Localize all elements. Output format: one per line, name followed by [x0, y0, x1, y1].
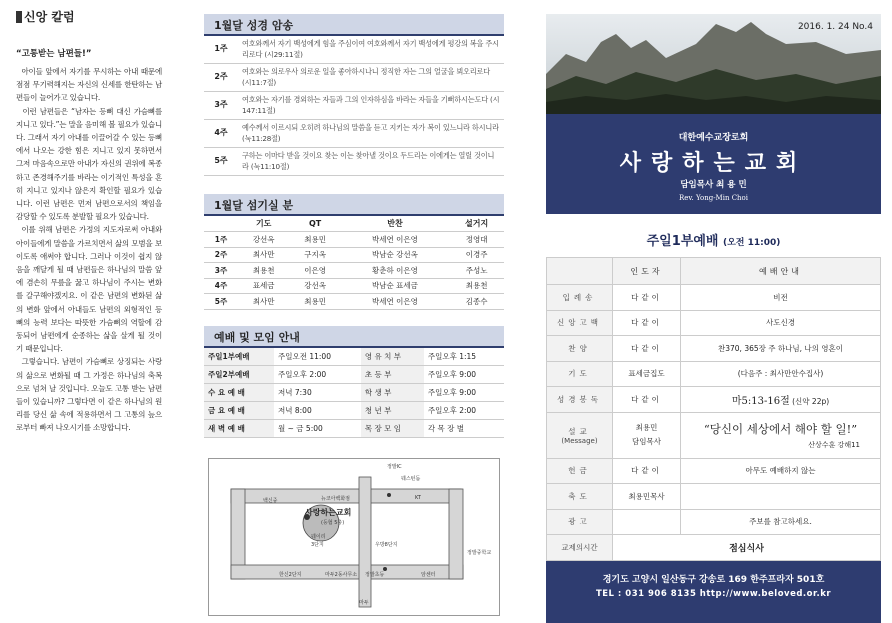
map-label: 마두2동사무소	[325, 572, 358, 578]
week-cell: 2주	[204, 247, 238, 263]
table-row	[204, 402, 504, 420]
order-content	[681, 484, 881, 510]
map-label: 뉴코아백화점	[321, 496, 350, 502]
column-header: 설거지	[449, 216, 504, 232]
table-row	[204, 247, 504, 263]
table-cell: 황춘하 이은영	[341, 263, 449, 279]
pastor-name: 담임목사 최 용 민	[680, 180, 747, 190]
table-row	[204, 92, 504, 120]
order-content: 주보를 참고하세요.	[681, 509, 881, 535]
table-row	[204, 366, 504, 384]
essay-paragraph: 이런 남편들은 “남자는 등뼈 대신 가슴뼈를 지니고 있다.”는 말을 음미해 볼 필요가 있습니다. 그래서 자기 아내를 이끌어갈 수 있는 등뼈에서 나오는 강한 힘은 지니고 있지 못하면서 그저 마음속으로만 아내가 자신의 권위에 복종하고 존경해주기를 바라는 이기적인 특성을 흔히 지니고 있지나 않은지 확인할 필요가 있습니다. 이런 남편은 먼저 남편으로서의 책임을 감당할 수 있도록 분발할 필요가 있습니다.	[16, 106, 165, 222]
table-row	[547, 361, 881, 387]
map-label: 우방8단지	[375, 542, 398, 548]
table-cell: 주일2부예배	[204, 366, 274, 384]
order-content: 사도신경	[681, 310, 881, 336]
table-row	[547, 484, 881, 510]
table-row	[204, 294, 504, 310]
order-content: 점심식사	[613, 535, 881, 561]
table-cell: 주일오후 9:00	[424, 384, 504, 402]
table-cell: 초 등 부	[361, 366, 424, 384]
sermon-title: “당신이 세상에서 해야 할 일!”	[703, 421, 858, 436]
table-cell: 최용천	[449, 278, 504, 294]
table-cell: 주일오후 2:00	[424, 402, 504, 420]
table-row	[204, 384, 504, 402]
table-cell: 박세연 이은영	[341, 232, 449, 248]
order-label: 입례송	[547, 285, 613, 311]
order-content: 마5:13-16절 (신약 22p)	[681, 387, 881, 413]
essay-paragraph: 그렇습니다. 남편이 가슴뼈로 상징되는 사랑의 삶으로 변화될 때 그 가정은 하나님의 축복으로 넘쳐 날 것입니다. 오늘도 고통 받는 남편들이 있습니까? 그렇다면 이 같은 하나님의 원리를 당신 삶 속에 적용하면서 그 고통의 늪으로부터 빠져 나오시기를 소망합니다.	[16, 357, 162, 433]
order-label: 신앙고백	[547, 310, 613, 336]
table-row	[547, 535, 881, 561]
table-cell: 청 년 부	[361, 402, 424, 420]
order-label: 광고	[547, 509, 613, 535]
order-leader: 다같이	[613, 285, 681, 311]
order-label: 기도	[547, 361, 613, 387]
order-content: (다음주 : 최사만안수집사)	[681, 361, 881, 387]
order-leader: 다같이	[613, 458, 681, 484]
column-header: 예배안내	[681, 258, 881, 285]
map-label: 마두	[359, 600, 369, 606]
column-heading: 신앙 칼럼	[16, 8, 162, 25]
table-cell: 주일오후 1:15	[424, 348, 504, 366]
table-row	[547, 285, 881, 311]
table-row	[204, 348, 504, 366]
table-cell: 목 장 모 임	[361, 420, 424, 438]
table-row	[547, 458, 881, 484]
location-map	[208, 458, 500, 616]
table-cell: 김종수	[449, 294, 504, 310]
essay-paragraph: 이를 위해 남편은 가정의 지도자로써 아내와 아이들에게 말씀을 가르치면서 삶의 모범을 보이도록 애써야 합니다. 그러나 이것이 쉽지 않음을 깨달게 될 때 남편들은 하나님의 말씀 앞에 겸손히 무릎을 꿇고 하나님이 주시는 변화를 갈구해야겠지요. 이 같은 남편의 변화된 삶의 변화 앞에서 아내들도 남편의 외형적인 등뼈의 능력 보다는 따뜻한 가슴뼈의 역할에 감동되어 남편에게 순종하는 삶을 살게 될 것이기 때문입니다.	[16, 225, 165, 354]
table-header-row	[547, 258, 881, 285]
table-row	[547, 412, 881, 458]
denomination: 대한예수교장로회	[678, 133, 749, 143]
memory-verse-title: 1월달 성경 암송	[204, 14, 504, 36]
table-row	[204, 420, 504, 438]
table-cell: 학 생 부	[361, 384, 424, 402]
table-cell: 박남순 표세금	[341, 278, 449, 294]
map-label: 정발IC	[387, 464, 402, 470]
column-header: QT	[289, 216, 340, 232]
week-cell: 4주	[204, 120, 238, 148]
table-cell: 최용민	[289, 232, 340, 248]
table-cell: 각 목 장 별	[424, 420, 504, 438]
table-row	[204, 36, 504, 64]
verse-cell: 예수께서 이르시되 오히려 하나님의 말씀을 듣고 지키는 자가 복이 있느니라 하시니라 (눅11:28절)	[238, 120, 504, 148]
map-roads	[209, 459, 499, 615]
map-label: 정발중학교	[467, 550, 492, 556]
table-cell: 금 요 예 배	[204, 402, 274, 420]
table-cell: 최사만	[238, 247, 289, 263]
table-cell: 주성노	[449, 263, 504, 279]
servers-title: 1월달 섬기실 분	[204, 194, 504, 216]
verse-cell: 여호와께서 자기 백성에게 힘을 주심이여 여호와께서 자기 백성에게 평강의 복을 주시리로다 (시29:11절)	[238, 36, 504, 64]
service-title: 주일1부예배 (오전 11:00)	[646, 234, 781, 249]
table-cell: 강선옥	[238, 232, 289, 248]
table-cell: 최용민	[289, 294, 340, 310]
table-cell: 저녁 7:30	[274, 384, 361, 402]
order-label: 교제의시간	[547, 535, 613, 561]
table-cell: 이은영	[289, 263, 340, 279]
order-label: 헌금	[547, 458, 613, 484]
table-row	[547, 336, 881, 362]
week-cell: 1주	[204, 36, 238, 64]
verse-cell: 여호와는 자기를 경외하는 자들과 그의 인자하심을 바라는 자들을 기뻐하시는도다 (시147:11절)	[238, 92, 504, 120]
column-header: 반찬	[341, 216, 449, 232]
table-cell: 최용천	[238, 263, 289, 279]
church-name: 사랑하는교회	[619, 151, 808, 176]
week-cell: 4주	[204, 278, 238, 294]
order-content: 아무도 예배하지 않는	[681, 458, 881, 484]
church-address: 경기도 고양시 일산동구 강송로 169 한주프라자 501호	[602, 574, 825, 585]
order-leader: 다같이	[613, 387, 681, 413]
table-row	[547, 387, 881, 413]
order-leader: 다같이	[613, 310, 681, 336]
order-leader: 최용민목사	[613, 484, 681, 510]
servers-table	[204, 216, 504, 310]
map-label: 백신중	[263, 498, 278, 504]
table-cell: 새 벽 예 배	[204, 420, 274, 438]
table-row	[204, 263, 504, 279]
table-cell: 박세연 이은영	[341, 294, 449, 310]
order-leader: 최용민 담임목사	[613, 412, 681, 458]
church-contact-footer	[546, 561, 881, 623]
pastor-roman: Rev. Yong-Min Choi	[678, 194, 749, 202]
order-label: 설교 (Message)	[547, 412, 613, 458]
table-cell: 영 유 치 부	[361, 348, 424, 366]
table-header-row	[204, 216, 504, 232]
week-cell: 3주	[204, 92, 238, 120]
table-cell: 주일1부예배	[204, 348, 274, 366]
column-header: 인도자	[613, 258, 681, 285]
table-row	[204, 64, 504, 92]
table-row	[204, 232, 504, 248]
map-label: 정발초등	[365, 572, 385, 578]
essay-paragraph: 아이들 앞에서 자기를 무시하는 아내 때문에 점점 무기력해지는 자신의 신세를 한탄하는 남편들이 늘어가고 있습니다.	[16, 67, 165, 103]
table-row	[204, 120, 504, 148]
week-cell: 2주	[204, 64, 238, 92]
table-cell: 강선옥	[289, 278, 340, 294]
order-leader: 표세금집도	[613, 361, 681, 387]
column-header	[204, 216, 238, 232]
column-schedules	[204, 14, 504, 606]
essay-body	[16, 65, 165, 435]
order-content: 비전	[681, 285, 881, 311]
column-header: 기도	[238, 216, 289, 232]
table-cell: 구지옥	[289, 247, 340, 263]
order-of-service-table	[546, 257, 881, 561]
table-cell: 주일오전 11:00	[274, 348, 361, 366]
bulletin-cover	[546, 14, 881, 214]
table-cell: 월 ~ 금 5:00	[274, 420, 361, 438]
table-row	[547, 310, 881, 336]
memory-verse-table	[204, 36, 504, 176]
order-content: 찬370, 365장 주 하나님, 나의 영혼이	[681, 336, 881, 362]
map-label: 한신2단지	[279, 572, 302, 578]
verse-cell: 구하는 이마다 받을 것이요 찾는 이는 찾아낼 것이요 두드리는 이에게는 열릴 것이니라 (눅11:10절)	[238, 148, 504, 176]
heading-mark-icon	[16, 11, 22, 23]
week-cell: 3주	[204, 263, 238, 279]
week-cell: 5주	[204, 294, 238, 310]
table-row	[547, 509, 881, 535]
order-label: 성경봉독	[547, 387, 613, 413]
week-cell: 1주	[204, 232, 238, 248]
order-leader: 다같이	[613, 336, 681, 362]
table-row	[204, 148, 504, 176]
table-cell: 저녁 8:00	[274, 402, 361, 420]
table-cell: 박남순 강선옥	[341, 247, 449, 263]
table-cell: 주일오후 2:00	[274, 366, 361, 384]
week-cell: 5주	[204, 148, 238, 176]
essay-title: “고통받는 남편들!”	[16, 49, 92, 59]
map-label: KT	[415, 495, 421, 501]
map-label: 3단지	[311, 542, 324, 548]
table-cell: 정영대	[449, 232, 504, 248]
map-label: 웨스턴돔	[401, 476, 421, 482]
worship-schedule-table	[204, 348, 504, 439]
worship-schedule-title: 예배 및 모임 안내	[204, 326, 504, 348]
map-church-label: 사랑하는교회	[305, 508, 352, 517]
verse-cell: 여호와는 의로우사 의로운 일을 좋아하시나니 정직한 자는 그의 얼굴을 뵈오리로다 (시11:7절)	[238, 64, 504, 92]
column-bulletin	[546, 14, 881, 623]
table-cell: 주일오후 9:00	[424, 366, 504, 384]
table-cell: 표세금	[238, 278, 289, 294]
sermon-series: 산상수훈 강해11	[808, 440, 860, 449]
table-row	[204, 278, 504, 294]
map-label: (등협 5층)	[321, 520, 345, 526]
table-cell: 수 요 예 배	[204, 384, 274, 402]
church-contact: TEL : 031 906 8135 http://www.beloved.or.kr	[595, 588, 832, 599]
column-faith-essay	[16, 8, 165, 435]
table-cell: 이경주	[449, 247, 504, 263]
order-label: 축도	[547, 484, 613, 510]
map-label: 웨이리	[311, 534, 326, 540]
map-label: 암센터	[421, 572, 436, 578]
table-cell: 최사만	[238, 294, 289, 310]
bulletin-date: 2016. 1. 24 No.4	[797, 22, 873, 32]
sermon-cell	[681, 412, 881, 458]
order-label: 찬양	[547, 336, 613, 362]
order-leader	[613, 509, 681, 535]
